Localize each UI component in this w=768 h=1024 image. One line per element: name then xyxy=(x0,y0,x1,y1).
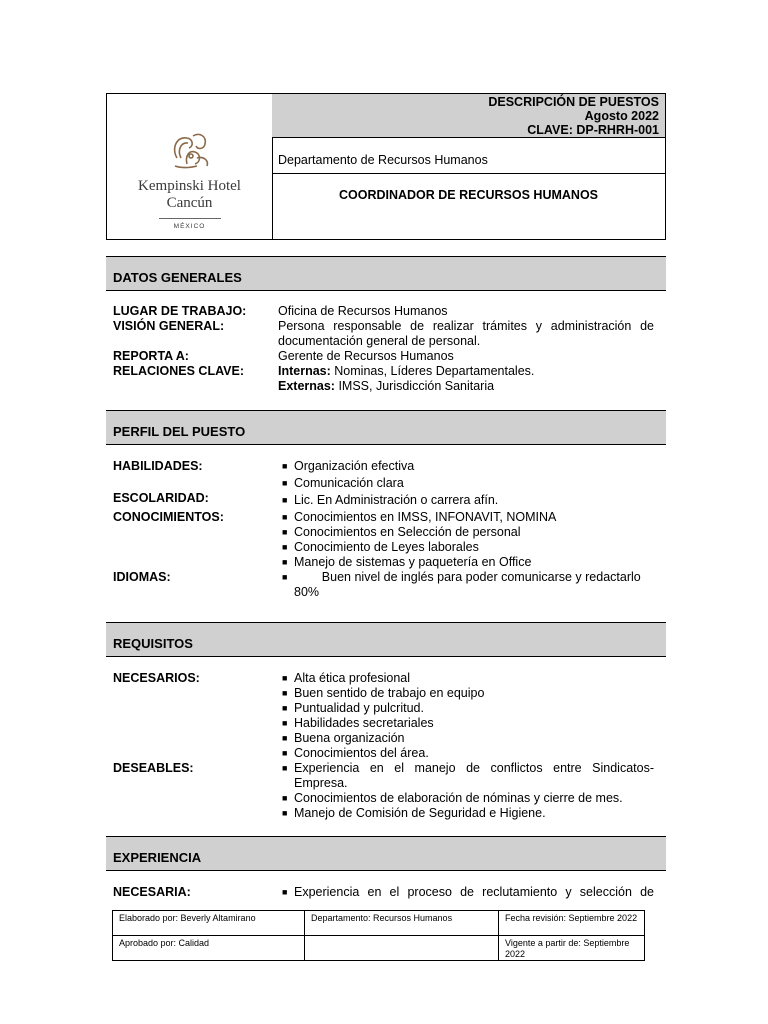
list-item: ■ Buen nivel de inglés para poder comunicarse y redactarlo 80% xyxy=(282,570,645,599)
internas-label: Internas: xyxy=(278,364,331,378)
logo-line-3: MÉXICO xyxy=(173,223,206,230)
list-item: ■ Conocimiento de Leyes laborales xyxy=(282,540,479,554)
document-header xyxy=(106,93,666,240)
footer-table xyxy=(112,910,645,961)
footer-fecha-revision: Fecha revisión: Septiembre 2022 xyxy=(505,913,638,923)
list-item: ■ Comunicación clara xyxy=(282,476,404,490)
escolaridad-label: ESCOLARIDAD: xyxy=(113,491,209,505)
idiomas-label: IDIOMAS: xyxy=(113,570,171,584)
deseables-label: DESEABLES: xyxy=(113,761,194,775)
list-item: ■ Habilidades secretariales xyxy=(282,716,434,730)
section-perfil-puesto: PERFIL DEL PUESTO xyxy=(106,410,666,445)
necesaria-label: NECESARIA: xyxy=(113,885,191,899)
list-item: ■ Conocimientos de elaboración de nóminas y cierre de mes. xyxy=(282,791,623,805)
list-item: ■ Lic. En Administración o carrera afín. xyxy=(282,493,499,507)
footer-departamento: Departamento: Recursos Humanos xyxy=(311,913,453,923)
logo-divider xyxy=(159,218,221,219)
list-item: ■ Buen sentido de trabajo en equipo xyxy=(282,686,485,700)
list-item: ■ Experiencia en el proceso de reclutamiento y selección de xyxy=(282,885,654,899)
logo-line-1: Kempinski Hotel xyxy=(138,178,241,194)
section-requisitos: REQUISITOS xyxy=(106,622,666,657)
list-item: ■ Conocimientos del área. xyxy=(282,746,429,760)
lugar-value: Oficina de Recursos Humanos xyxy=(278,304,448,318)
document-title: DESCRIPCIÓN DE PUESTOS xyxy=(488,95,659,109)
list-item: ■ Experiencia en el manejo de conflictos entre Sindicatos-Empresa. xyxy=(282,761,654,790)
relaciones-label: RELACIONES CLAVE: xyxy=(113,364,245,378)
hotel-logo xyxy=(107,94,273,239)
lugar-label: LUGAR DE TRABAJO: xyxy=(113,304,247,318)
habilidades-label: HABILIDADES: xyxy=(113,459,203,473)
document-title-block xyxy=(272,94,665,138)
list-item: ■ Conocimientos en Selección de personal xyxy=(282,525,521,539)
internas-value: Nominas, Líderes Departamentales. xyxy=(330,364,535,378)
department-name: Departamento de Recursos Humanos xyxy=(272,138,665,174)
footer-aprobado: Aprobado por: Calidad xyxy=(119,938,210,948)
section-experiencia: EXPERIENCIA xyxy=(106,836,666,871)
position-title: COORDINADOR DE RECURSOS HUMANOS xyxy=(338,188,599,202)
list-item: ■ Manejo de Comisión de Seguridad e Higiene. xyxy=(282,806,546,820)
kempinski-emblem-icon xyxy=(167,128,213,170)
conocimientos-label: CONOCIMIENTOS: xyxy=(113,510,224,524)
list-item: ■ Organización efectiva xyxy=(282,459,415,473)
footer-vigente: Vigente a partir de: Septiembre 2022 xyxy=(505,938,630,959)
necesarios-label: NECESARIOS: xyxy=(113,671,200,685)
reporta-value: Gerente de Recursos Humanos xyxy=(278,349,454,363)
list-item: ■ Puntualidad y pulcritud. xyxy=(282,701,424,715)
document-date: Agosto 2022 xyxy=(584,109,659,123)
vision-value: Persona responsable de realizar trámites y administración de documentación general de personal. xyxy=(278,319,654,348)
relaciones-externas xyxy=(278,379,654,394)
relaciones-internas xyxy=(278,364,654,379)
list-item: ■ Buena organización xyxy=(282,731,405,745)
list-item: ■ Alta ética profesional xyxy=(282,671,411,685)
footer-elaborado: Elaborado por: Beverly Altamirano xyxy=(119,913,256,923)
logo-line-2: Cancún xyxy=(166,195,213,211)
list-item: ■ Conocimientos en IMSS, INFONAVIT, NOMINA xyxy=(282,510,557,524)
externas-label: Externas: xyxy=(278,379,335,393)
list-item: ■ Manejo de sistemas y paquetería en Office xyxy=(282,555,532,569)
externas-value: IMSS, Jurisdicción Sanitaria xyxy=(334,379,495,393)
reporta-label: REPORTA A: xyxy=(113,349,189,363)
section-datos-generales: DATOS GENERALES xyxy=(106,256,666,291)
document-code: CLAVE: DP-RHRH-001 xyxy=(527,123,659,137)
vision-label: VISIÓN GENERAL: xyxy=(113,319,225,333)
